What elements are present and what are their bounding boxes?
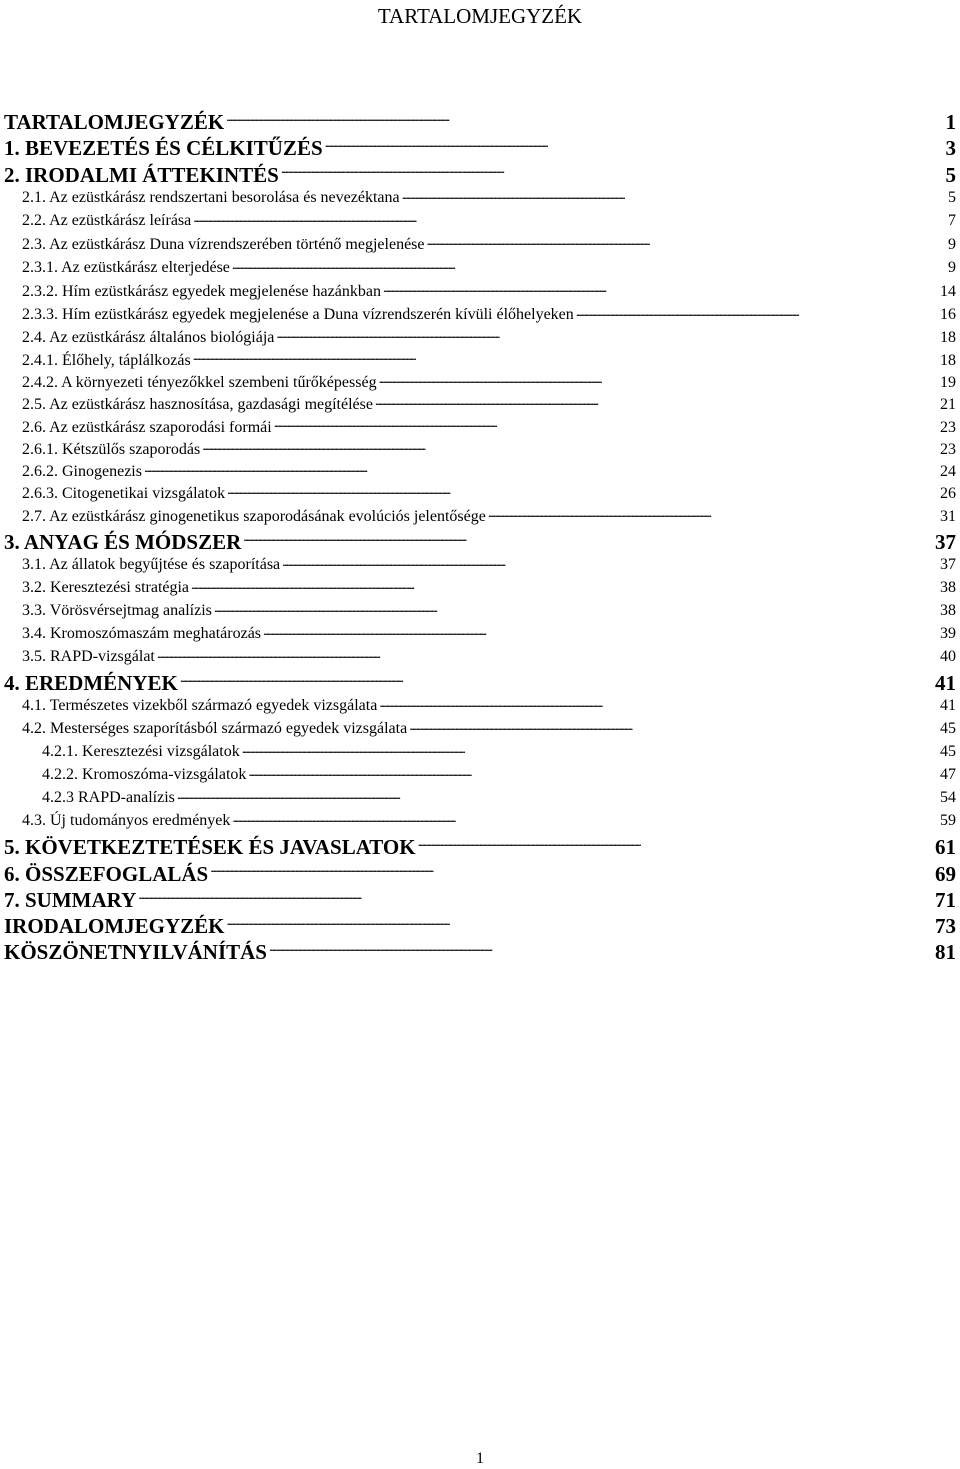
toc-entry-title: 5. KÖVETKEZTETÉSEK ÉS JAVASLATOK xyxy=(4,835,416,860)
toc-entry[interactable] xyxy=(0,714,960,737)
dot-leader xyxy=(263,619,938,638)
toc-entry[interactable] xyxy=(0,412,960,434)
dot-leader xyxy=(427,229,947,248)
toc-entry-title: 2.7. Az ezüstkárász ginogenetikus szaporodásának evolúciós jelentősége xyxy=(22,507,486,525)
toc-entry-page: 37 xyxy=(940,556,956,574)
toc-entry-title: 1. BEVEZETÉS ÉS CÉLKITŰZÉS xyxy=(4,136,323,161)
toc-entry-page: 5 xyxy=(945,162,956,187)
toc-entry[interactable] xyxy=(0,642,960,665)
dot-leader xyxy=(177,783,938,802)
dot-leader xyxy=(180,665,933,690)
toc-entry[interactable] xyxy=(0,130,960,161)
toc-entry-title: 3. ANYAG ÉS MÓDSZER xyxy=(4,530,242,555)
toc-entry-title: 4.2.2. Kromoszóma-vizsgálatok xyxy=(42,766,247,784)
dot-leader xyxy=(232,806,938,825)
dot-leader xyxy=(227,908,933,933)
toc-entry[interactable] xyxy=(0,323,960,345)
toc-entry-title: 3.1. Az állatok begyűjtése és szaporítása xyxy=(22,556,281,574)
toc-entry-page: 9 xyxy=(948,235,956,253)
toc-entry-title: TARTALOMJEGYZÉK xyxy=(4,110,225,135)
dot-leader xyxy=(193,206,946,225)
dot-leader xyxy=(488,502,938,521)
toc-entry-page: 69 xyxy=(935,861,956,886)
toc-entry-title: 2.6. Az ezüstkárász szaporodási formái xyxy=(22,418,272,436)
toc-entry[interactable] xyxy=(0,253,960,276)
dot-leader xyxy=(144,457,938,476)
toc-entry-page: 81 xyxy=(935,940,956,965)
toc-entry-title: KÖSZÖNETNYILVÁNÍTÁS xyxy=(4,940,267,965)
toc-entry[interactable] xyxy=(0,908,960,938)
dot-leader xyxy=(379,368,938,387)
toc-entry-page: 5 xyxy=(948,188,956,206)
toc-entry-page: 73 xyxy=(935,913,956,938)
toc-entry-title: 7. SUMMARY xyxy=(4,887,137,912)
toc-entry-page: 38 xyxy=(940,602,956,620)
toc-entry[interactable] xyxy=(0,855,960,886)
toc-entry[interactable] xyxy=(0,502,960,524)
dot-leader xyxy=(243,524,933,549)
toc-entry-page: 31 xyxy=(940,507,956,525)
toc-entry-page: 18 xyxy=(940,351,956,369)
toc-entry[interactable] xyxy=(0,183,960,206)
dot-leader xyxy=(281,156,944,181)
toc-entry-title: 3.3. Vörösvérsejtmag analízis xyxy=(22,602,212,620)
toc-entry-page: 14 xyxy=(940,282,956,300)
dot-leader xyxy=(276,323,938,342)
toc-entry-title: IRODALOMJEGYZÉK xyxy=(4,913,225,938)
toc-entry-page: 54 xyxy=(940,789,956,807)
toc-entry-page: 23 xyxy=(940,440,956,458)
dot-leader xyxy=(242,737,938,756)
dot-leader xyxy=(202,435,938,454)
toc-entry-title: 2. IRODALMI ÁTTEKINTÉS xyxy=(4,162,279,187)
toc-entry-page: 40 xyxy=(940,648,956,666)
toc-entry-page: 71 xyxy=(935,887,956,912)
toc-entry-title: 4.2. Mesterséges szaporításból származó egyedek vizsgálata xyxy=(22,720,408,738)
toc-entry-title: 2.4. Az ezüstkárász általános biológiája xyxy=(22,329,275,347)
toc-entry-page: 45 xyxy=(940,743,956,761)
toc-entry[interactable] xyxy=(0,882,960,912)
toc-entry-title: 2.4.1. Élőhely, táplálkozás xyxy=(22,351,191,369)
dot-leader xyxy=(226,104,943,129)
toc-entry-title: 4.3. Új tudományos eredmények xyxy=(22,812,231,830)
toc-entry-page: 47 xyxy=(940,766,956,784)
toc-entry[interactable] xyxy=(0,934,960,965)
toc-entry[interactable] xyxy=(0,368,960,390)
toc-entry-title: 2.3.2. Hím ezüstkárász egyedek megjelenése hazánkban xyxy=(22,282,381,300)
toc-entry[interactable] xyxy=(0,276,960,299)
dot-leader xyxy=(232,253,946,272)
dot-leader xyxy=(227,479,938,498)
toc-entry[interactable] xyxy=(0,156,960,187)
toc-entry[interactable] xyxy=(0,573,960,596)
toc-entry-page: 59 xyxy=(940,812,956,830)
toc-entry-page: 23 xyxy=(940,418,956,436)
dot-leader xyxy=(191,573,938,592)
toc-entry[interactable] xyxy=(0,479,960,501)
dot-leader xyxy=(325,130,944,155)
toc-entry[interactable] xyxy=(0,524,960,555)
dot-leader xyxy=(138,882,933,907)
toc-entry-title: 6. ÖSSZEFOGLALÁS xyxy=(4,861,209,886)
dot-leader xyxy=(375,390,938,409)
toc-entry[interactable] xyxy=(0,300,960,323)
dot-leader xyxy=(248,760,938,779)
dot-leader xyxy=(383,276,938,295)
toc-entry-title: 3.5. RAPD-vizsgálat xyxy=(22,648,155,666)
toc-entry-title: 2.6.3. Citogenetikai vizsgálatok xyxy=(22,485,226,503)
dot-leader xyxy=(402,183,946,202)
toc-entry[interactable] xyxy=(0,691,960,714)
toc-entry[interactable] xyxy=(0,806,960,829)
dot-leader xyxy=(576,300,938,319)
dot-leader xyxy=(193,345,938,364)
toc-entry-title: 2.6.2. Ginogenezis xyxy=(22,463,142,481)
toc-entry-page: 26 xyxy=(940,485,956,503)
page-number: 1 xyxy=(476,1450,484,1467)
toc-entry-title: 3.2. Keresztezési stratégia xyxy=(22,579,190,597)
toc-entry-title: 4.1. Természetes vizekből származó egyedek vizsgálata xyxy=(22,697,378,715)
dot-leader xyxy=(282,550,938,569)
toc-entry-page: 1 xyxy=(945,110,956,135)
toc-entry[interactable] xyxy=(0,760,960,783)
toc-entry-page: 24 xyxy=(940,463,956,481)
toc-entry-page: 38 xyxy=(940,579,956,597)
toc-entry[interactable] xyxy=(0,619,960,642)
toc-entry[interactable] xyxy=(0,829,960,860)
toc-entry-page: 41 xyxy=(935,671,956,696)
toc-entry-page: 21 xyxy=(940,396,956,414)
toc-entry-title: 2.5. Az ezüstkárász hasznosítása, gazdasági megítélése xyxy=(22,396,373,414)
toc-entry-page: 37 xyxy=(935,530,956,555)
toc-entry-title: 2.2. Az ezüstkárász leírása xyxy=(22,212,192,230)
toc-entry-page: 7 xyxy=(948,212,956,230)
dot-leader xyxy=(269,934,933,959)
toc-entry[interactable] xyxy=(0,229,960,252)
toc-entry[interactable] xyxy=(0,104,960,135)
toc-entry-page: 3 xyxy=(945,136,956,161)
dot-leader xyxy=(210,855,933,880)
toc-entry-title: 2.4.2. A környezeti tényezőkkel szembeni tűrőképesség xyxy=(22,373,377,391)
toc-entry-page: 18 xyxy=(940,329,956,347)
dot-leader xyxy=(274,412,938,431)
toc-entry-title: 2.6.1. Kétszülős szaporodás xyxy=(22,440,201,458)
toc-entry-title: 2.1. Az ezüstkárász rendszertani besorolása és nevezéktana xyxy=(22,188,400,206)
toc-entry-title: 2.3.3. Hím ezüstkárász egyedek megjelenése a Duna vízrendszerén kívüli élőhelyeken xyxy=(22,305,574,323)
toc-entry-title: 3.4. Kromoszómaszám meghatározás xyxy=(22,625,262,643)
toc-entry[interactable] xyxy=(0,435,960,457)
toc-entry-page: 16 xyxy=(940,305,956,323)
table-of-contents xyxy=(0,104,960,965)
dot-leader xyxy=(157,642,938,661)
toc-entry[interactable] xyxy=(0,737,960,760)
page-title: TARTALOMJEGYZÉK xyxy=(377,4,583,28)
toc-entry-page: 39 xyxy=(940,625,956,643)
toc-entry-page: 19 xyxy=(940,373,956,391)
toc-entry[interactable] xyxy=(0,665,960,696)
toc-entry[interactable] xyxy=(0,206,960,229)
toc-entry[interactable] xyxy=(0,345,960,367)
toc-entry-page: 41 xyxy=(940,697,956,715)
toc-entry[interactable] xyxy=(0,596,960,619)
toc-entry-page: 9 xyxy=(948,259,956,277)
dot-leader xyxy=(409,714,938,733)
toc-entry-title: 4.2.1. Keresztezési vizsgálatok xyxy=(42,743,240,761)
toc-entry[interactable] xyxy=(0,783,960,806)
toc-entry[interactable] xyxy=(0,390,960,412)
toc-entry[interactable] xyxy=(0,457,960,479)
toc-entry-title: 2.3.1. Az ezüstkárász elterjedése xyxy=(22,259,230,277)
dot-leader xyxy=(379,691,938,710)
toc-entry-page: 61 xyxy=(935,835,956,860)
toc-entry[interactable] xyxy=(0,550,960,573)
toc-entry-title: 2.3. Az ezüstkárász Duna vízrendszerében történő megjelenése xyxy=(22,235,425,253)
dot-leader xyxy=(214,596,938,615)
dot-leader xyxy=(418,829,933,854)
toc-entry-title: 4. EREDMÉNYEK xyxy=(4,671,178,696)
toc-entry-page: 45 xyxy=(940,720,956,738)
toc-entry-title: 4.2.3 RAPD-analízis xyxy=(42,789,175,807)
